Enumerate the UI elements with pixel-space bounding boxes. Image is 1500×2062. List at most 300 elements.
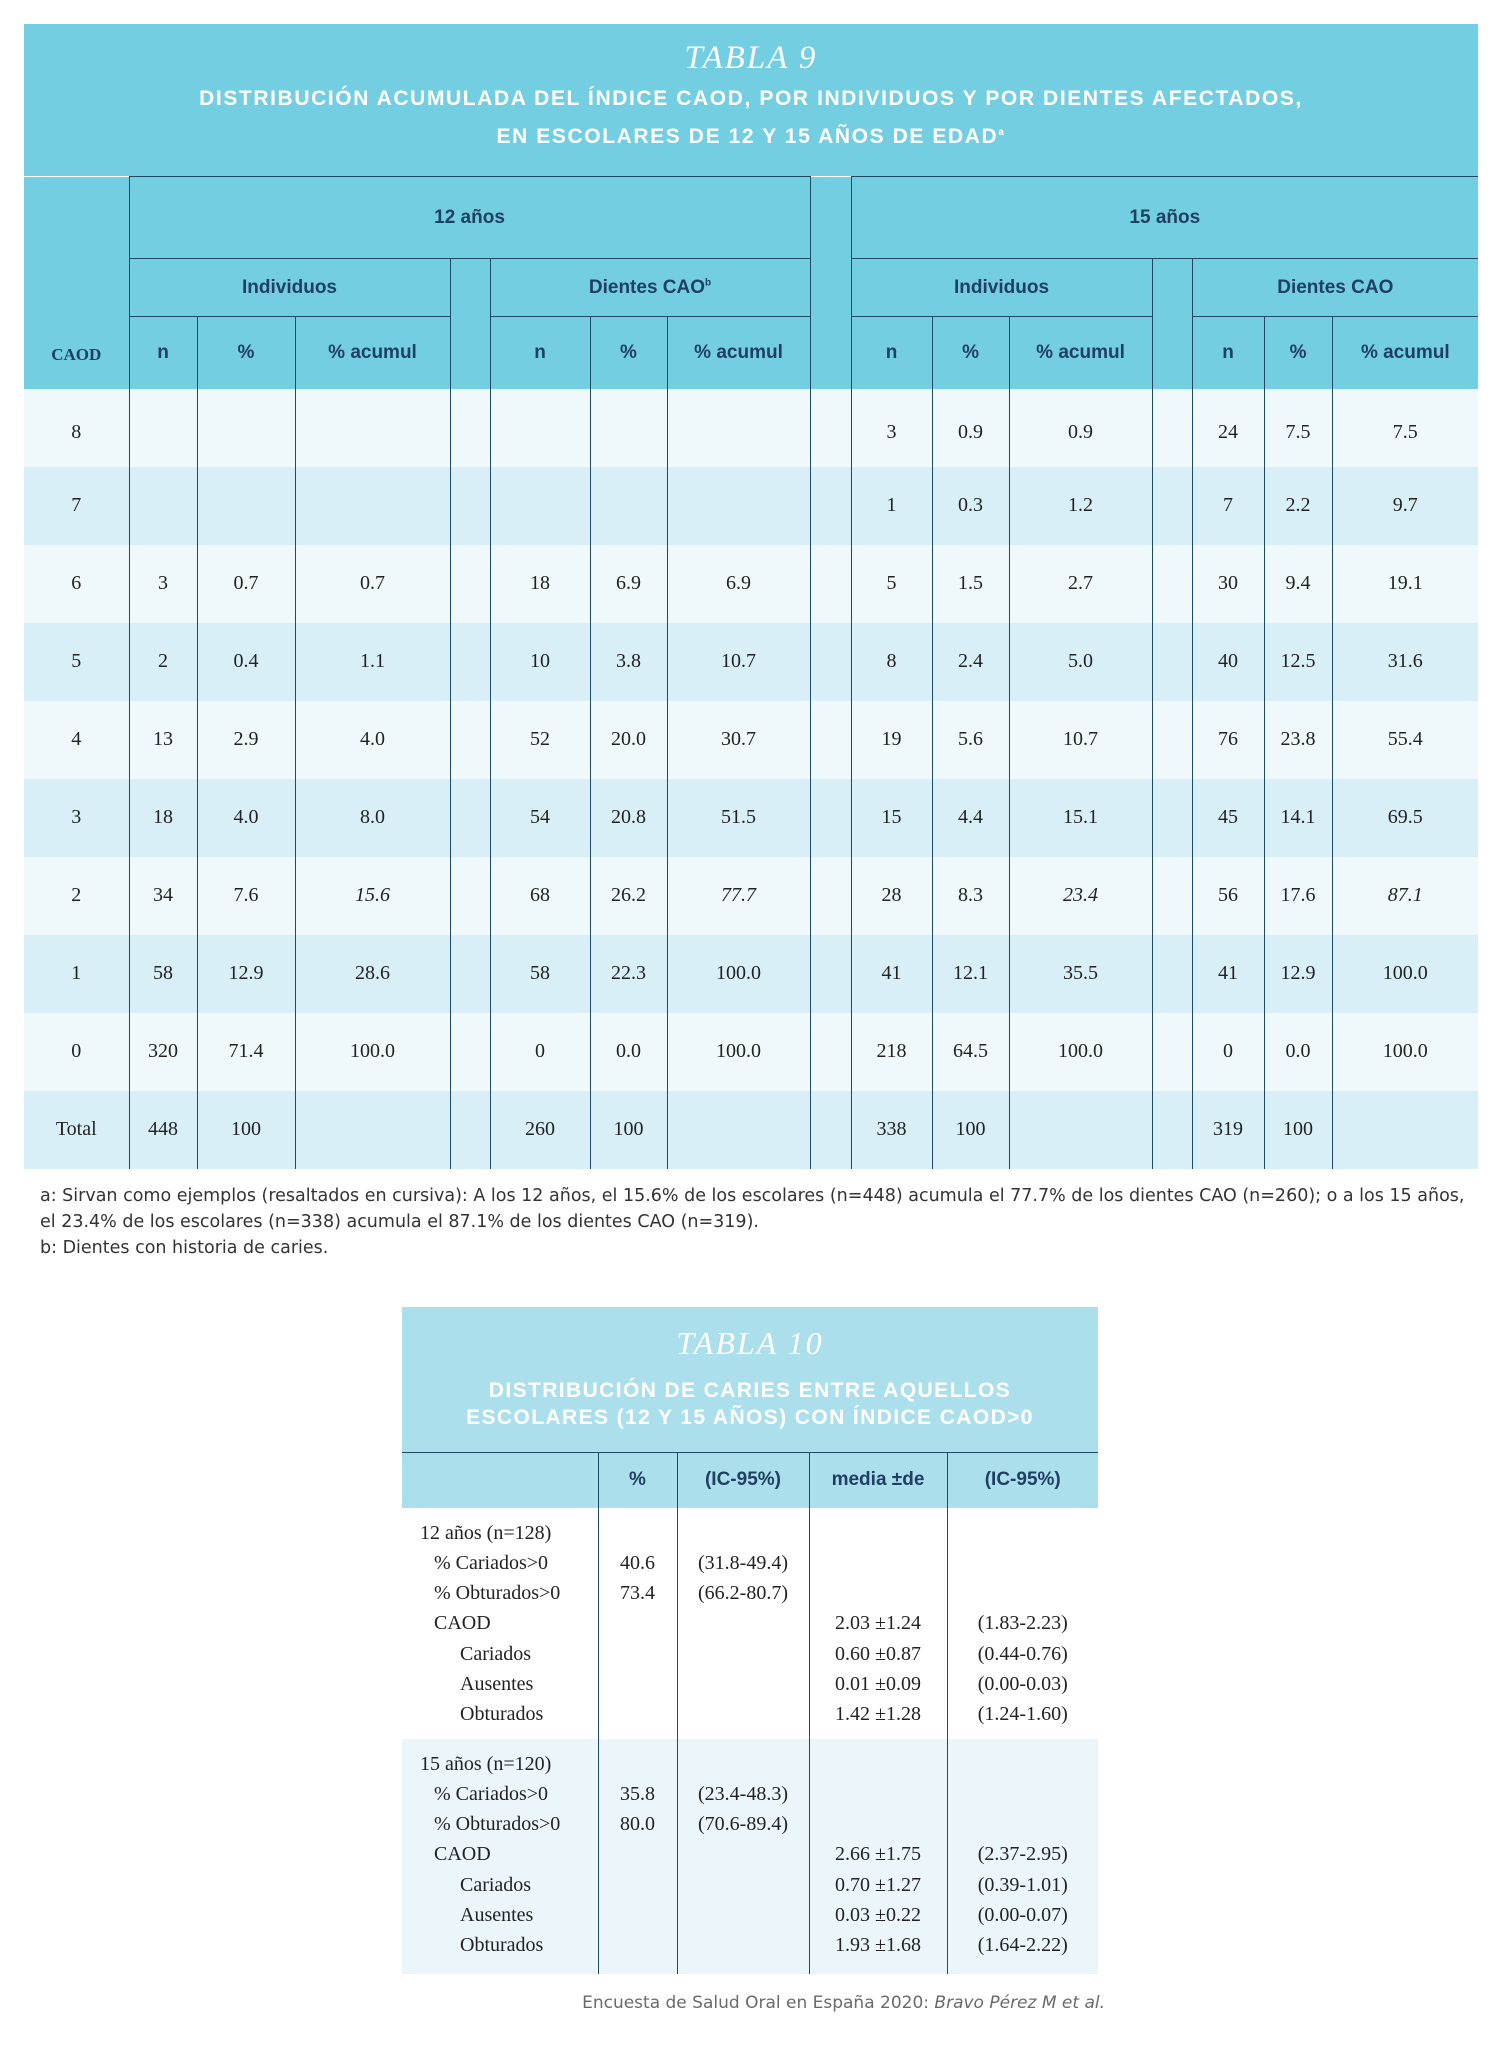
cell-pct: 22.3 [590,935,667,1013]
cell-value: (1.64-2.22) [977,1934,1068,1957]
cell-value [678,1930,809,1960]
cell-acum: 6.9 [667,545,810,623]
cell-value: 0.03 ±0.22 [835,1903,921,1926]
cell-pct: 0.0 [590,1013,667,1091]
cell-value [810,1578,947,1608]
row-label: % Cariados>0 [434,1782,549,1805]
cell-pct: 8.3 [932,857,1009,935]
col-n-15-dien: n [1192,317,1264,389]
cell-acum: 100.0 [1009,1013,1152,1091]
col-caod-header: CAOD [24,177,129,389]
cell-acum: 15.6 [295,857,450,935]
table-row [24,389,1478,467]
cell-acum: 4.0 [295,701,450,779]
sub-dientes-12-footnote-mark: b [705,277,712,289]
cell-value [599,1639,677,1669]
cell-acum: 35.5 [1009,935,1152,1013]
row-label: 12 años (n=128) [420,1521,552,1544]
cell-pct: 0.3 [932,467,1009,545]
cell-acum: 77.7 [667,857,810,935]
spacer-15 [1152,259,1192,389]
cell-value [810,1809,947,1839]
cell-value [948,1578,1099,1608]
cell-spacer [450,1013,490,1091]
cell-value: 0.70 ±1.27 [835,1873,921,1896]
cell-caod: 1 [24,935,129,1013]
cell-acum: 19.1 [1332,545,1478,623]
cell-caod: 5 [24,623,129,701]
tabla-10-title [402,1377,1098,1431]
tabla-9-grid [24,176,1478,1169]
cell-value [599,1839,677,1869]
cell-acum: 31.6 [1332,623,1478,701]
cell-n: 24 [1192,389,1264,467]
cell-acum [295,467,450,545]
cell-ic2 [947,1739,1098,1974]
cell-n: 338 [851,1091,932,1169]
col-acum-15-ind: % acumul [1009,317,1152,389]
cell-pct: 12.9 [197,935,295,1013]
cell-pct: 12.5 [1264,623,1332,701]
cell-value: (31.8-49.4) [698,1551,788,1574]
cell-acum [667,1091,810,1169]
cell-value: (1.83-2.23) [977,1612,1068,1635]
cell-value [678,1639,809,1669]
cell-n: 260 [490,1091,590,1169]
cell-n: 40 [1192,623,1264,701]
cell-value [810,1518,947,1548]
cell-pct: 6.9 [590,545,667,623]
cell-value [599,1870,677,1900]
row-label: CAOD [434,1612,491,1635]
cell-n: 1 [851,467,932,545]
row-label: Ausentes [460,1672,534,1695]
cell-n: 3 [851,389,932,467]
cell-acum [1332,1091,1478,1169]
cell-caod: 7 [24,467,129,545]
col-n-15-ind: n [851,317,932,389]
cell-n: 30 [1192,545,1264,623]
col-pct-12-ind: % [197,317,295,389]
cell-value: (0.00-0.07) [977,1903,1068,1926]
cell-pct: 0.7 [197,545,295,623]
cell-caod: 6 [24,545,129,623]
cell-pct: 9.4 [1264,545,1332,623]
cell-acum: 100.0 [1332,935,1478,1013]
cell-value [678,1699,809,1729]
cell-acum: 23.4 [1009,857,1152,935]
col-acum-12-ind: % acumul [295,317,450,389]
cell-value [678,1608,809,1638]
cell-n: 320 [129,1013,197,1091]
cell-value: (1.24-1.60) [977,1703,1068,1726]
row-label: % Cariados>0 [434,1551,549,1574]
cell-value [678,1870,809,1900]
cell-acum [667,389,810,467]
cell-gap [810,623,851,701]
cell-value [599,1518,677,1548]
cell-pct: 26.2 [590,857,667,935]
cell-pct: 4.0 [197,779,295,857]
cell-value: 2.66 ±1.75 [835,1843,921,1866]
cell-pct: 23.8 [1264,701,1332,779]
col-acum-15-dien: % acumul [1332,317,1478,389]
cell-caod: 0 [24,1013,129,1091]
cell-acum: 7.5 [1332,389,1478,467]
cell-n: 3 [129,545,197,623]
cell-spacer [1152,467,1192,545]
cell-acum: 5.0 [1009,623,1152,701]
cell-gap [810,389,851,467]
cell-n [129,467,197,545]
tabla-9-header [24,24,1478,176]
cell-spacer [1152,389,1192,467]
row-label: 15 años (n=120) [420,1752,552,1775]
cell-value: 0.60 ±0.87 [835,1642,921,1665]
col-pct-header: % [598,1453,677,1508]
table-row [24,701,1478,779]
cell-spacer [450,857,490,935]
cell-n: 34 [129,857,197,935]
table-row [24,467,1478,545]
cell-n: 76 [1192,701,1264,779]
cell-value: 1.93 ±1.68 [835,1934,921,1957]
cell-media [809,1508,947,1739]
col-media-header: media ±de [809,1453,947,1508]
cell-acum [295,389,450,467]
cell-spacer [1152,1013,1192,1091]
cell-n: 52 [490,701,590,779]
cell-acum: 100.0 [667,1013,810,1091]
cell-value [948,1518,1099,1548]
cell-n: 19 [851,701,932,779]
cell-n: 56 [1192,857,1264,935]
cell-value [810,1779,947,1809]
cell-pct [598,1739,677,1974]
tabla-9-title-footnote-mark: a [998,127,1006,138]
cell-n: 10 [490,623,590,701]
cell-n: 0 [490,1013,590,1091]
note-b: b: Dientes con historia de caries. [40,1238,329,1258]
cell-pct: 71.4 [197,1013,295,1091]
cell-acum: 15.1 [1009,779,1152,857]
cell-pct: 64.5 [932,1013,1009,1091]
row-label: CAOD [434,1843,491,1866]
col-pct-15-ind: % [932,317,1009,389]
cell-value: 2.03 ±1.24 [835,1612,921,1635]
tabla-10-grid [402,1452,1098,1974]
cell-caod: 4 [24,701,129,779]
cell-acum [295,1091,450,1169]
col-pct-15-dien: % [1264,317,1332,389]
group-15-header: 15 años [851,177,1478,259]
cell-value: 80.0 [620,1813,655,1836]
cell-value [678,1669,809,1699]
cell-acum: 10.7 [667,623,810,701]
cell-pct: 2.9 [197,701,295,779]
col-n-12-dien: n [490,317,590,389]
row-label: Obturados [460,1934,544,1957]
table-row [24,779,1478,857]
cell-acum: 55.4 [1332,701,1478,779]
cell-pct: 20.0 [590,701,667,779]
cell-value [599,1900,677,1930]
cell-acum: 0.9 [1009,389,1152,467]
cell-caod: 3 [24,779,129,857]
cell-value [948,1548,1099,1578]
cell-value: (70.6-89.4) [698,1813,788,1836]
cell-acum: 1.2 [1009,467,1152,545]
cell-acum [1009,1091,1152,1169]
col-ic2-header: (IC-95%) [947,1453,1098,1508]
cell-n: 7 [1192,467,1264,545]
cell-n: 68 [490,857,590,935]
cell-labels [402,1739,598,1974]
cell-n: 5 [851,545,932,623]
table-row [24,545,1478,623]
cell-value [599,1608,677,1638]
cell-pct: 100 [590,1091,667,1169]
table-row [24,623,1478,701]
cell-value: 1.42 ±1.28 [835,1703,921,1726]
tabla-9-body [24,389,1478,1169]
cell-n: 8 [851,623,932,701]
cell-acum: 1.1 [295,623,450,701]
sub-individuos-15: Individuos [851,259,1152,317]
cell-n: 0 [1192,1013,1264,1091]
row-label: % Obturados>0 [434,1813,561,1836]
cell-value [678,1749,809,1779]
cell-pct: 17.6 [1264,857,1332,935]
tabla-10 [402,1307,1098,1974]
cell-pct: 0.0 [1264,1013,1332,1091]
cell-acum: 2.7 [1009,545,1152,623]
cell-pct [197,467,295,545]
cell-pct: 100 [932,1091,1009,1169]
cell-value: (0.44-0.76) [977,1642,1068,1665]
cell-value [599,1699,677,1729]
cell-acum [667,467,810,545]
cell-spacer [450,623,490,701]
sub-dientes-12-label: Dientes CAO [588,276,706,298]
cell-value: 35.8 [620,1782,655,1805]
cell-spacer [1152,623,1192,701]
cell-pct [598,1508,677,1739]
cell-pct: 12.1 [932,935,1009,1013]
col-pct-12-dien: % [590,317,667,389]
cell-gap [810,1091,851,1169]
sub-individuos-12: Individuos [129,259,450,317]
cell-gap [810,779,851,857]
note-a: a: Sirvan como ejemplos (resaltados en cursiva): A los 12 años, el 15.6% de los escolares (n=448) acumula el 77.7% de los dientes CAO (n=260); o a los 15 años, el 23.4% de los escolares (n=338) acumula el 87.1% de los dientes CAO (n=319). [40,1186,1465,1232]
cell-gap [810,467,851,545]
cell-spacer [450,779,490,857]
cell-n: 54 [490,779,590,857]
cell-value: 40.6 [620,1551,655,1574]
cell-caod: 2 [24,857,129,935]
cell-spacer [450,935,490,1013]
cell-value [678,1839,809,1869]
tabla-9 [24,24,1478,1169]
cell-pct: 20.8 [590,779,667,857]
cell-value: (2.37-2.95) [977,1843,1068,1866]
cell-value [948,1809,1099,1839]
cell-value [599,1749,677,1779]
cell-value [810,1749,947,1779]
cell-pct: 2.4 [932,623,1009,701]
cell-n: 58 [490,935,590,1013]
table-row [24,857,1478,935]
cell-n: 319 [1192,1091,1264,1169]
cell-n [490,389,590,467]
cell-spacer [1152,857,1192,935]
spacer-12 [450,259,490,389]
cell-value [599,1930,677,1960]
cell-acum: 0.7 [295,545,450,623]
cell-pct: 3.8 [590,623,667,701]
cell-spacer [1152,935,1192,1013]
cell-acum: 87.1 [1332,857,1478,935]
table-row [24,935,1478,1013]
cell-spacer [450,467,490,545]
cell-value: (0.39-1.01) [977,1873,1068,1896]
cell-n: 15 [851,779,932,857]
cell-n: 41 [851,935,932,1013]
sub-dientes-12 [490,259,810,317]
table-row [24,1013,1478,1091]
group-12-header: 12 años [129,177,810,259]
tabla-9-title-line2-wrap [24,116,1478,154]
cell-value [948,1749,1099,1779]
cell-value [599,1669,677,1699]
cell-spacer [1152,701,1192,779]
cell-value: 0.01 ±0.09 [835,1672,921,1695]
cell-gap [810,545,851,623]
cell-pct: 7.5 [1264,389,1332,467]
cell-spacer [450,701,490,779]
cell-value: (66.2-80.7) [698,1582,788,1605]
cell-acum: 100.0 [295,1013,450,1091]
cell-acum: 100.0 [667,935,810,1013]
table-row-group [402,1739,1098,1974]
cell-labels [402,1508,598,1739]
cell-gap [810,857,851,935]
footer-source: Encuesta de Salud Oral en España 2020: [582,1993,935,2013]
cell-n: 45 [1192,779,1264,857]
cell-ic2 [947,1508,1098,1739]
cell-pct: 100 [197,1091,295,1169]
cell-pct [590,389,667,467]
cell-acum: 10.7 [1009,701,1152,779]
tabla-10-number: TABLA 10 [676,1325,824,1361]
cell-n: 18 [490,545,590,623]
cell-acum: 9.7 [1332,467,1478,545]
cell-gap [810,1013,851,1091]
sub-dientes-15: Dientes CAO [1192,259,1478,317]
cell-gap [810,935,851,1013]
cell-spacer [1152,1091,1192,1169]
cell-pct: 0.4 [197,623,295,701]
col-acum-12-dien: % acumul [667,317,810,389]
cell-pct: 5.6 [932,701,1009,779]
cell-pct: 2.2 [1264,467,1332,545]
cell-acum: 100.0 [1332,1013,1478,1091]
cell-acum: 69.5 [1332,779,1478,857]
cell-value [678,1900,809,1930]
cell-n [490,467,590,545]
tabla-9-notes [40,1183,1470,1261]
table-row-group [402,1508,1098,1739]
col-n-12-ind: n [129,317,197,389]
cell-spacer [1152,545,1192,623]
cell-caod: 8 [24,389,129,467]
cell-spacer [450,389,490,467]
cell-value: 73.4 [620,1582,655,1605]
cell-n: 58 [129,935,197,1013]
cell-n: 13 [129,701,197,779]
cell-spacer [1152,779,1192,857]
cell-spacer [450,1091,490,1169]
cell-pct: 1.5 [932,545,1009,623]
cell-n [129,389,197,467]
row-label: % Obturados>0 [434,1582,561,1605]
row-label: Cariados [460,1642,532,1665]
cell-pct: 4.4 [932,779,1009,857]
cell-caod: Total [24,1091,129,1169]
cell-n: 18 [129,779,197,857]
cell-acum: 30.7 [667,701,810,779]
cell-n: 448 [129,1091,197,1169]
tabla-10-header [402,1307,1098,1452]
cell-value: (0.00-0.03) [977,1672,1068,1695]
cell-pct [197,389,295,467]
cell-pct: 100 [1264,1091,1332,1169]
cell-media [809,1739,947,1974]
row-label: Cariados [460,1873,532,1896]
col-ic1-header: (IC-95%) [677,1453,809,1508]
tabla-9-title [24,82,1478,154]
gap-header [810,177,851,389]
row-label: Obturados [460,1703,544,1726]
cell-n: 28 [851,857,932,935]
cell-pct: 0.9 [932,389,1009,467]
table-row [24,1091,1478,1169]
cell-pct: 14.1 [1264,779,1332,857]
tabla-9-title-line2: EN ESCOLARES DE 12 Y 15 AÑOS DE EDAD [496,125,999,148]
cell-value [948,1779,1099,1809]
row-label: Ausentes [460,1903,534,1926]
cell-value [678,1518,809,1548]
cell-acum: 51.5 [667,779,810,857]
tabla-9-title-line1: DISTRIBUCIÓN ACUMULADA DEL ÍNDICE CAOD, POR INDIVIDUOS Y POR DIENTES AFECTADOS, [199,87,1303,110]
cell-gap [810,701,851,779]
cell-acum: 8.0 [295,779,450,857]
cell-pct: 12.9 [1264,935,1332,1013]
cell-value: (23.4-48.3) [698,1782,788,1805]
cell-value [810,1548,947,1578]
cell-acum: 28.6 [295,935,450,1013]
tabla-9-number: TABLA 9 [684,40,818,76]
tabla-10-title-line1: DISTRIBUCIÓN DE CARIES ENTRE AQUELLOS [488,1379,1012,1402]
cell-pct: 7.6 [197,857,295,935]
cell-spacer [450,545,490,623]
cell-n: 41 [1192,935,1264,1013]
cell-ic1 [677,1508,809,1739]
cell-n: 2 [129,623,197,701]
tabla-10-body [402,1508,1098,1974]
page-footer [582,1993,1105,2013]
cell-pct [590,467,667,545]
